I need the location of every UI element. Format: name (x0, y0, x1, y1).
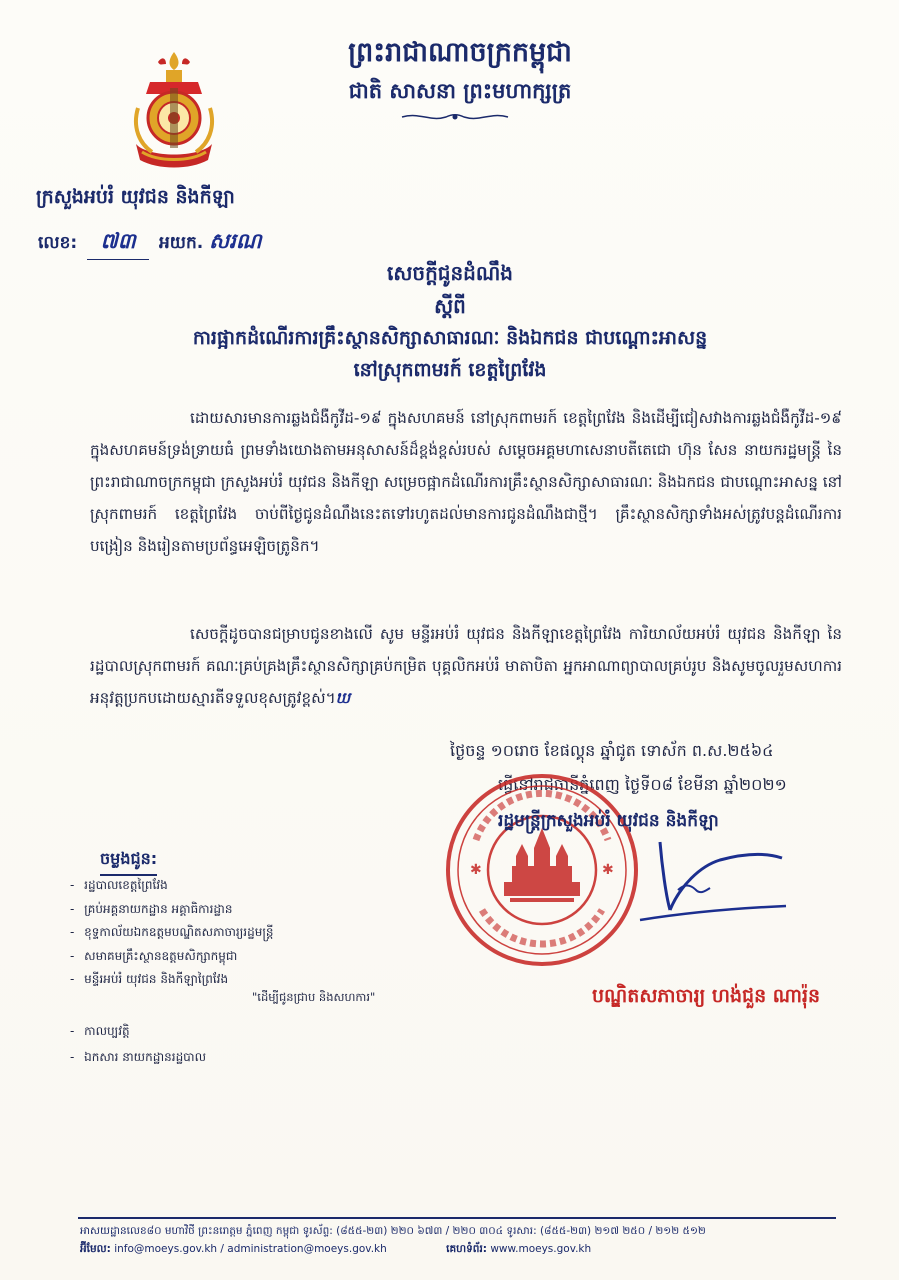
footer-contacts (80, 1243, 647, 1258)
email-value: info@moeys.gov.kh / administration@moeys.gov.kh (114, 1243, 387, 1255)
reference-line (38, 228, 261, 260)
national-motto: ជាតិ សាសនា ព្រះមហាក្សត្រ (348, 79, 572, 103)
body-paragraph-2-text: សេចក្តីដូចបានជម្រាបជូនខាងលើ សូម មន្ទីរអប់រំ យុវជន និងកីឡាខេត្តព្រៃវែង ការិយាល័យអប់រំ យុវជន និងកីឡា នៃរដ្ឋបាលស្រុកពាមរក៍ គណៈគ្រប់គ្រងគ្រឹះស្ថានសិក្សាគ្រប់កម្រិត បុគ្គលិកអប់រំ មាតាបិតា អ្នកអាណាព្យាបាលគ្រប់រូប និងសូមចូលរួមសហការអនុវត្តប្រកបដោយស្មារតីទទួលខុសត្រូវខ្ពស់។ (90, 625, 842, 707)
cc-list (70, 874, 274, 992)
ref-code: អយក. (159, 233, 204, 253)
ministry-emblem-icon (128, 48, 220, 176)
list-item: - រដ្ឋបាលខេត្តព្រៃវែង (70, 874, 274, 898)
footer-email (80, 1243, 415, 1255)
list-item: - កាលប្បវត្តិ (70, 1018, 206, 1044)
footer-website (446, 1243, 619, 1255)
cc-note: "ដើម្បីជូនជ្រាប និងសហការ" (252, 990, 376, 1004)
ministry-name: ក្រសួងអប់រំ យុវជន និងកីឡា (36, 186, 235, 208)
list-item: - គ្រប់អគ្គនាយកដ្ឋាន អគ្គាធិការដ្ឋាន (70, 898, 274, 922)
cc-heading: ចម្លងជូន: (100, 848, 157, 876)
svg-text:✱: ✱ (470, 862, 482, 878)
signer-name: បណ្ឌិតសភាចារ្យ ហង់ជួន ណារ៉ុន (592, 985, 821, 1007)
notice-subject-location: នៅស្រុកពាមរក៍ ខេត្តព្រៃវែង (353, 359, 547, 381)
flourish-divider (400, 110, 510, 124)
list-item: - ខុទ្ទកាល័យឯកឧត្តមបណ្ឌិតសភាចារ្យរដ្ឋមន្ត្រី (70, 921, 274, 945)
footer-address: អាសយដ្ឋានលេខ៨០ មហាវិថី ព្រះនរោត្តម ភ្នំពេញ កម្ពុជា ទូរស័ព្ទ: (៨៥៥-២៣) ២២០ ៦៧៣ / ២២០ ៣០៤ ទូរសារ: (៨៥៥-២៣) ២១៧ ២៥០ / ២១២ ៥១២ (80, 1225, 706, 1237)
body-paragraph-1: ដោយសារមានការឆ្លងជំងឺកូវីដ-១៩ ក្នុងសហគមន៍ នៅស្រុកពាមរក៍ ខេត្តព្រៃវែង និងដើម្បីជៀសវាងការឆ្លងជំងឺកូវីដ-១៩ ក្នុងសហគមន៍ទ្រង់ទ្រាយធំ ព្រមទាំងយោងតាមអនុសាសន៍ដ៏ខ្ពង់ខ្ពស់របស់ សម្តេចអគ្គមហាសេនាបតីតេជោ ហ៊ុន សែន នាយករដ្ឋមន្ត្រី នៃព្រះរាជាណាចក្រកម្ពុជា ក្រសួងអប់រំ យុវជន និងកីឡា សម្រេចផ្អាកដំណើរការគ្រឹះស្ថានសិក្សាសាធារណៈ និងឯកជន ជាបណ្តោះអាសន្ន នៅស្រុកពាមរក៍ ខេត្តព្រៃវែង ចាប់ពីថ្ងៃជូនដំណឹងនេះតទៅរហូតដល់មានការជូនដំណឹងជាថ្មី។ គ្រឹះស្ថានសិក្សាទាំងអស់ត្រូវបន្តដំណើរការបង្រៀន និងរៀនតាមប្រព័ន្ធអេឡិចត្រូនិក។ (90, 409, 842, 555)
ref-number: ៧៣ (87, 228, 149, 260)
signature-icon (600, 836, 790, 926)
footer-divider (78, 1217, 836, 1219)
solar-date: ធ្វើនៅរាជធានីភ្នំពេញ ថ្ងៃទី០៨ ខែមីនា ឆ្នាំ២០២១ (498, 775, 787, 794)
lunar-date: ថ្ងៃចន្ទ ១០រោច ខែផល្គុន ឆ្នាំជូត ទោស័ក ព.ស.២៥៦៤ (450, 741, 774, 760)
ref-handwritten: សរណ (209, 228, 262, 253)
website-value: www.moeys.gov.kh (490, 1243, 592, 1255)
svg-text:✱: ✱ (602, 862, 614, 878)
email-label: អ៊ីមែល: (80, 1243, 111, 1255)
signatory-title: រដ្ឋមន្ត្រីក្រសួងអប់រំ យុវជន និងកីឡា (498, 811, 719, 831)
list-item: - មន្ទីរអប់រំ យុវជន និងកីឡាព្រៃវែង (70, 968, 274, 992)
list-item: - ឯកសារ នាយកដ្ឋានរដ្ឋបាល (70, 1044, 206, 1070)
handwritten-initial: ឃ (335, 689, 351, 707)
website-label: គេហទំព័រ: (446, 1243, 487, 1255)
notice-subject-label: ស្តីពី (434, 294, 466, 318)
kingdom-heading: ព្រះរាជាណាចក្រកម្ពុជា (348, 37, 572, 68)
cc-list-secondary (70, 1018, 206, 1070)
body-paragraph-2 (90, 618, 842, 714)
notice-title: សេចក្តីជូនដំណឹង (387, 261, 513, 285)
ref-label: លេខ: (38, 233, 78, 253)
list-item: - សមាគមគ្រឹះស្ថានឧត្តមសិក្សាកម្ពុជា (70, 945, 274, 969)
notice-subject: ការផ្អាកដំណើរការគ្រឹះស្ថានសិក្សាសាធារណៈ និងឯកជន ជាបណ្តោះអាសន្ន (192, 327, 708, 349)
